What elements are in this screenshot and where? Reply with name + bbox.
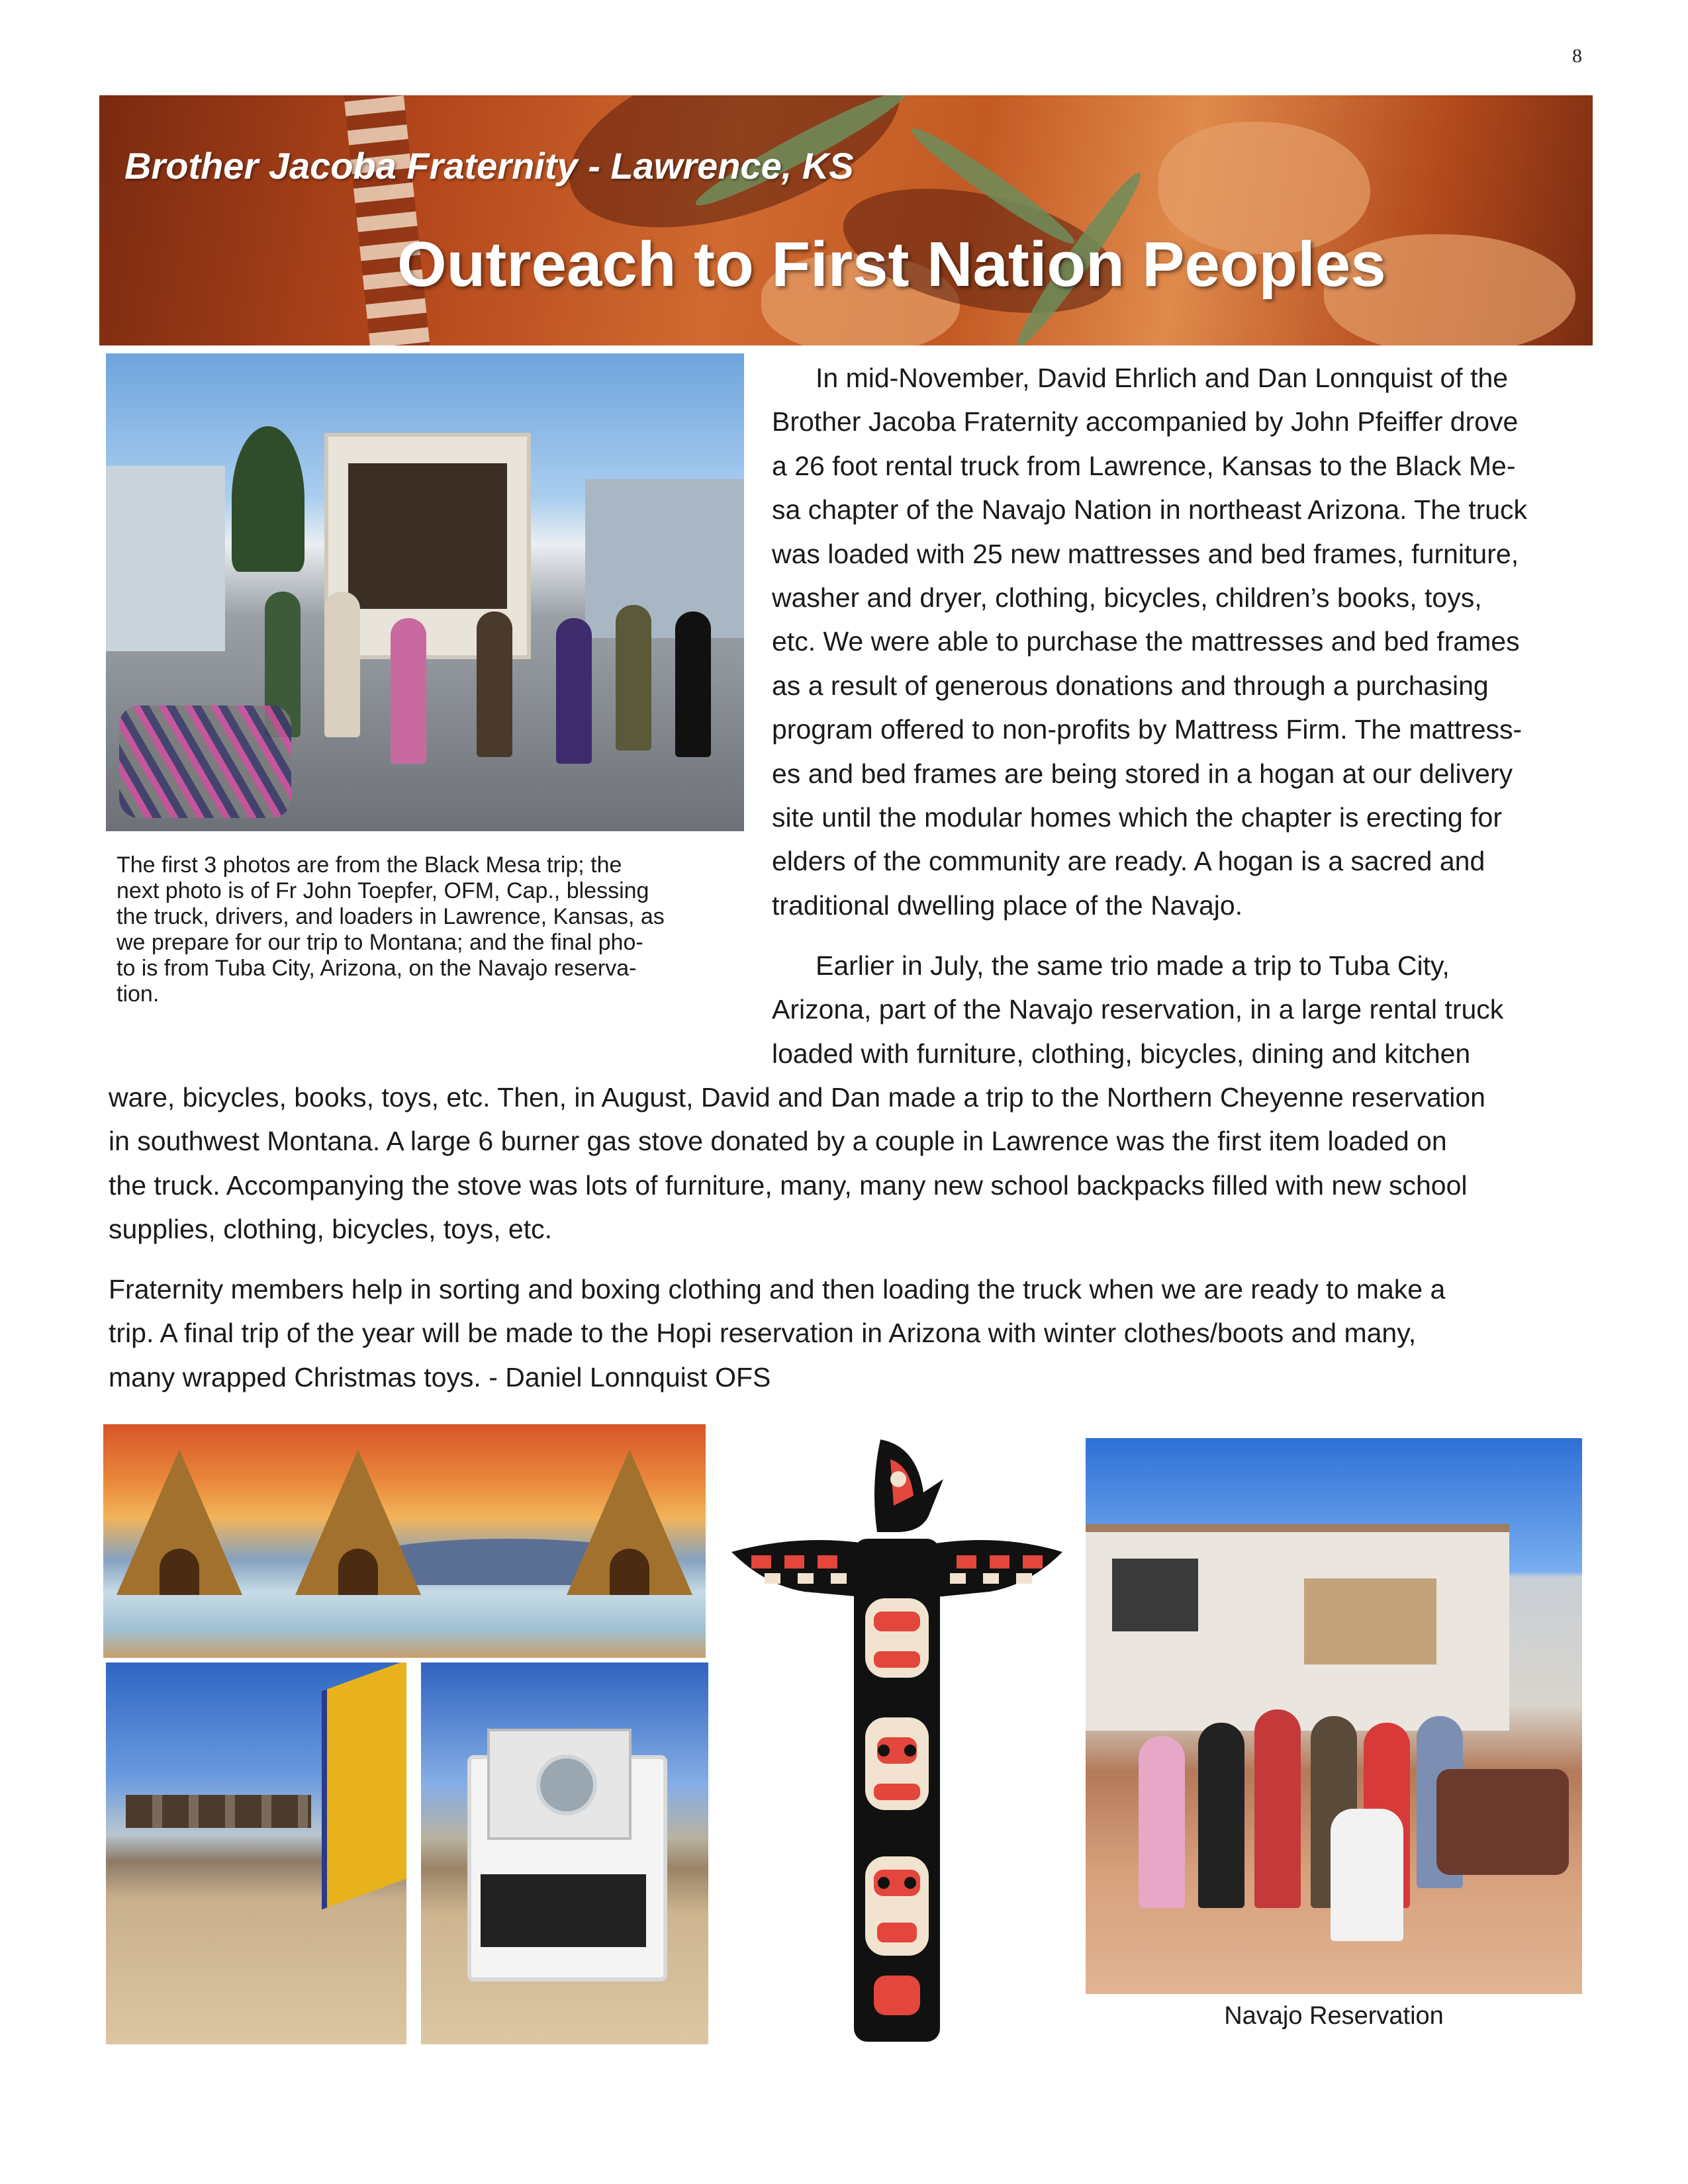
text-line: traditional dwelling place of the Navajo. (772, 889, 1243, 921)
article-paragraph-3 (109, 1267, 1598, 1399)
tipi-painting-image (103, 1424, 706, 1658)
text-line: Earlier in July, the same trio made a trip to Tuba City, (816, 950, 1450, 981)
text-line: washer and dryer, clothing, bicycles, children’s books, toys, (772, 582, 1482, 614)
article-paragraph-2-column (772, 944, 1593, 1075)
truck-loading-photo (106, 353, 744, 831)
text-line: program offered to non-profits by Mattress Firm. The mattress- (772, 714, 1523, 745)
text-line: Brother Jacoba Fraternity accompanied by John Pfeiffer drove (772, 406, 1519, 437)
article-paragraph-1 (772, 356, 1593, 927)
text-line: Arizona, part of the Navajo reservation, in a large rental truck (772, 994, 1504, 1025)
text-line: as a result of generous donations and through a purchasing (772, 670, 1489, 701)
photo-caption-block (117, 852, 742, 1007)
pickup-washer-photo (421, 1662, 708, 2044)
navajo-reservation-photo (1086, 1438, 1582, 1994)
caption-line: next photo is of Fr John Toepfer, OFM, Cap., blessing (117, 878, 649, 903)
text-line: loaded with furniture, clothing, bicycles, dining and kitchen (772, 1038, 1471, 1069)
article-paragraph-2-continued (109, 1075, 1598, 1251)
caption-line: to is from Tuba City, Arizona, on the Navajo reserva- (117, 956, 637, 981)
rental-truck-desert-photo (106, 1662, 406, 2044)
text-line: was loaded with 25 new mattresses and bed frames, furniture, (772, 538, 1519, 569)
text-line: a 26 foot rental truck from Lawrence, Kansas to the Black Me- (772, 450, 1516, 481)
text-line: elders of the community are ready. A hogan is a sacred and (772, 846, 1485, 877)
caption-line: tion. (117, 981, 160, 1007)
totem-pole-illustration (725, 1433, 1069, 2048)
text-line: ware, bicycles, books, toys, etc. Then, in August, David and Dan made a trip to the Northern Cheyenne reservation (109, 1082, 1485, 1113)
caption-line: we prepare for our trip to Montana; and the final pho- (117, 930, 643, 955)
header-banner (99, 95, 1593, 345)
page-title: Outreach to First Nation Peoples (397, 229, 1386, 300)
text-line: supplies, clothing, bicycles, toys, etc. (109, 1214, 552, 1245)
text-line: trip. A final trip of the year will be made to the Hopi reservation in Arizona with winter clothes/boots and many, (109, 1318, 1417, 1349)
text-line: site until the modular homes which the chapter is erecting for (772, 802, 1502, 833)
page-number: 8 (1572, 45, 1582, 67)
text-line: in southwest Montana. A large 6 burner gas stove donated by a couple in Lawrence was the first item loaded on (109, 1126, 1447, 1157)
caption-line: the truck, drivers, and loaders in Lawrence, Kansas, as (117, 904, 665, 929)
text-line: the truck. Accompanying the stove was lots of furniture, many, many new school backpacks filled with new school (109, 1169, 1468, 1201)
navajo-photo-caption: Navajo Reservation (1224, 2002, 1444, 2030)
text-line: sa chapter of the Navajo Nation in northeast Arizona. The truck (772, 494, 1528, 525)
text-line: many wrapped Christmas toys. - Daniel Lonnquist OFS (109, 1361, 771, 1392)
text-line: etc. We were able to purchase the mattresses and bed frames (772, 626, 1520, 657)
caption-line: The first 3 photos are from the Black Mesa trip; the (117, 852, 622, 878)
text-line: In mid-November, David Ehrlich and Dan Lonnquist of the (816, 363, 1509, 393)
fraternity-subtitle: Brother Jacoba Fraternity - Lawrence, KS (124, 145, 854, 187)
text-line: es and bed frames are being stored in a hogan at our delivery (772, 758, 1513, 789)
text-line: Fraternity members help in sorting and boxing clothing and then loading the truck when we are ready to make a (109, 1274, 1446, 1304)
